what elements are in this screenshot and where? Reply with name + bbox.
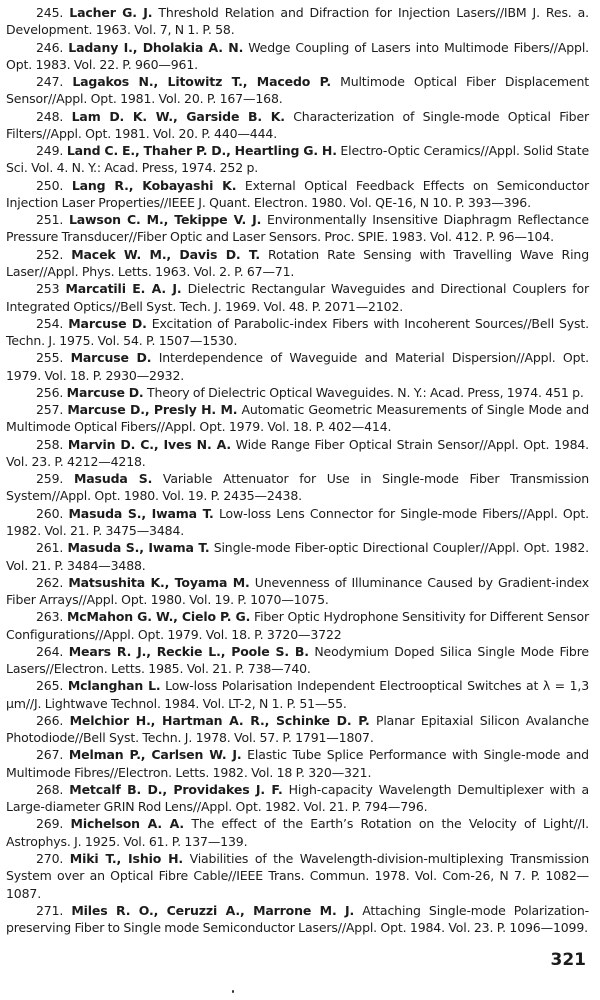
reference-text: Single-mode Fiber-optic Directional Coupler//Appl. Opt. 1982. Vol. 21. P. 3484—3488.	[6, 540, 589, 573]
reference-authors: Ladany I., Dholakia A. N.	[68, 39, 244, 55]
reference-number: 266.	[36, 712, 64, 728]
reference-authors: Lam D. K. W., Garside B. K.	[71, 108, 285, 124]
reference-entry	[6, 539, 589, 574]
reference-text: Unevenness of Illuminance Caused by Gradient-index Fiber Arrays//Appl. Opt. 1980. Vol. 19. P. 1070—1075.	[6, 574, 589, 608]
reference-number: 250.	[36, 177, 64, 193]
reference-number: 262.	[36, 574, 64, 590]
reference-text: Rotation Rate Sensing with Travelling Wave Ring Laser//Appl. Phys. Letts. 1963. Vol. 2. P. 67—71.	[6, 246, 589, 279]
reference-text: Fiber Optic Hydrophone Sensitivity for Different Sensor Configurations//Appl. Opt. 1979. Vol. 18. P. 3720—3722	[6, 609, 589, 642]
reference-number: 246.	[36, 39, 64, 55]
reference-entry	[6, 505, 589, 540]
reference-entry	[6, 73, 589, 108]
reference-text: Planar Epitaxial Silicon Avalanche Photodiode//Bell Syst. Techn. J. 1978. Vol. 57. P. 1791—1807.	[6, 712, 589, 746]
reference-text: Theory of Dielectric Optical Waveguides. N. Y.: Acad. Press, 1974. 451 p.	[146, 384, 584, 400]
reference-text: Attaching Single-mode Polarization-preserving Fiber to Single mode Semiconductor Lasers//Appl. Opt. 1984. Vol. 23. P. 1096—1099.	[6, 902, 589, 936]
reference-text: Electro-Optic Ceramics//Appl. Solid State Sci. Vol. 4. N. Y.: Acad. Press, 1974. 252 p.	[6, 143, 589, 176]
reference-number: 267.	[36, 747, 64, 763]
reference-entry	[6, 677, 589, 712]
reference-authors: Michelson A. A.	[70, 816, 185, 832]
reference-entry	[6, 643, 589, 678]
reference-entry	[6, 177, 589, 212]
reference-number: 263.	[36, 609, 64, 625]
reference-authors: Macek W. M., Davis D. T.	[71, 246, 260, 262]
reference-authors: Mears R. J., Reckie L., Poole S. B.	[68, 643, 309, 659]
reference-number: 257.	[36, 402, 64, 418]
reference-text: Environmentally Insensitive Diaphragm Reflectance Pressure Transducer//Fiber Optic and Laser Sensors. Proc. SPIE. 1983. Vol. 412. P. 96—104.	[6, 212, 589, 245]
reference-text: Characterization of Single-mode Optical Fiber Filters//Appl. Opt. 1981. Vol. 20. P. 440—444.	[6, 108, 589, 141]
reference-number: 254.	[36, 315, 64, 331]
reference-entry	[6, 108, 589, 143]
reference-text: Wedge Coupling of Lasers into Multimode Fibers//Appl. Opt. 1983. Vol. 22. P. 960—961.	[6, 39, 589, 72]
page-number: 321	[550, 950, 586, 970]
reference-entry	[6, 349, 589, 384]
reference-authors: Marvin D. C., Ives N. A.	[67, 436, 231, 452]
reference-text: Low-loss Lens Connector for Single-mode Fibers//Appl. Opt. 1982. Vol. 21. P. 3475—3484.	[6, 505, 589, 538]
reference-number: 245.	[36, 5, 64, 20]
reference-authors: Lang R., Kobayashi K.	[71, 177, 237, 193]
reference-entry	[6, 280, 589, 315]
reference-authors: Marcuse D.	[68, 315, 147, 331]
reference-authors: Lagakos N., Litowitz T., Macedo P.	[72, 74, 331, 90]
reference-entry	[6, 902, 589, 937]
reference-number: 249.	[36, 143, 64, 159]
reference-authors: Miles R. O., Ceruzzi A., Marrone M. J.	[71, 902, 355, 918]
reference-entry	[6, 746, 589, 781]
reference-number: 252.	[36, 246, 64, 262]
reference-number: 251.	[36, 212, 64, 228]
reference-number: 247.	[36, 74, 64, 90]
reference-number: 268.	[36, 781, 64, 797]
reference-authors: Masuda S., Iwama T.	[68, 505, 214, 521]
reference-number: 269.	[36, 816, 64, 832]
reference-entry	[6, 39, 589, 74]
reference-entry	[6, 315, 589, 350]
reference-entry	[6, 850, 589, 902]
reference-authors: Melman P., Carlsen W. J.	[68, 747, 242, 763]
reference-text: Viabilities of the Wavelength-division-multiplexing Transmission System over an Optical Fibre Cable//IEEE Trans. Commun. 1978. Vol. Com-26, N 7. P. 1082—1087.	[6, 851, 589, 901]
reference-authors: Marcuse D.	[70, 350, 152, 366]
reference-authors: Land C. E., Thaher P. D., Heartling G. H.	[66, 143, 337, 159]
reference-text: Threshold Relation and Difraction for Injection Lasers//IBM J. Res. a. Development. 1963. Vol. 7, N 1. P. 58.	[6, 5, 589, 38]
reference-authors: Melchior H., Hartman A. R., Schinke D. P.	[69, 712, 370, 728]
reference-authors: Marcuse D., Presly H. M.	[67, 402, 238, 418]
reference-entry	[6, 712, 589, 747]
reference-number: 260.	[36, 505, 64, 521]
reference-text: Elastic Tube Splice Performance with Single-mode and Multimode Fibres//Electron. Letts. 1982. Vol. 18 P. 320—321.	[6, 747, 589, 780]
reference-text: Dielectric Rectangular Waveguides and Directional Couplers for Integrated Optics//Bell Syst. Tech. J. 1969. Vol. 48. P. 2071—2102.	[6, 281, 589, 314]
reference-authors: Marcuse D.	[66, 384, 144, 400]
print-speck	[232, 990, 234, 993]
reference-authors: Miki T., Ishio H.	[69, 851, 184, 867]
reference-number: 264.	[36, 643, 64, 659]
reference-number: 271.	[36, 902, 64, 918]
reference-text: Multimode Optical Fiber Displacement Sensor//Appl. Opt. 1981. Vol. 20. P. 167—168.	[6, 74, 589, 107]
reference-text: Neodymium Doped Silica Single Mode Fibre Lasers//Electron. Letts. 1985. Vol. 21. P. 738—740.	[6, 643, 589, 677]
reference-number: 256.	[36, 384, 64, 400]
reference-text: External Optical Feedback Effects on Semiconductor Injection Laser Properties//IEEE J. Quant. Electron. 1980. Vol. QE-16, N 10. P. 393—396.	[6, 177, 589, 210]
reference-authors: Lacher G. J.	[69, 5, 153, 20]
reference-authors: Masuda S.	[73, 471, 153, 487]
reference-entry	[6, 401, 589, 436]
reference-number: 255.	[36, 350, 64, 366]
reference-entry	[6, 470, 589, 505]
reference-entry	[6, 246, 589, 281]
reference-number: 258.	[36, 436, 64, 452]
reference-number: 265.	[36, 678, 64, 694]
reference-text: Automatic Geometric Measurements of Single Mode and Multimode Optical Fibers//Appl. Opt. 1979. Vol. 18. P. 402—414.	[6, 402, 589, 435]
reference-entry	[6, 4, 589, 39]
reference-text: The effect of the Earth’s Rotation on the Velocity of Light//I. Astrophys. J. 1925. Vol. 61. P. 137—139.	[6, 816, 589, 849]
reference-text: Interdependence of Waveguide and Material Dispersion//Appl. Opt. 1979. Vol. 18. P. 2930—2932.	[6, 350, 589, 383]
reference-authors: Matsushita K., Toyama M.	[68, 574, 250, 590]
reference-number: 253	[36, 281, 60, 297]
reference-authors: Masuda S., Iwama T.	[67, 540, 210, 556]
reference-number: 259.	[36, 471, 64, 487]
reference-text: Wide Range Fiber Optical Strain Sensor//Appl. Opt. 1984. Vol. 23. P. 4212—4218.	[6, 436, 589, 469]
reference-entry	[6, 211, 589, 246]
reference-entry	[6, 436, 589, 471]
reference-authors: Metcalf B. D., Providakes J. F.	[69, 781, 283, 797]
reference-text: Variable Attenuator for Use in Single-mode Fiber Transmission System//Appl. Opt. 1980. Vol. 19. P. 2435—2438.	[6, 471, 589, 504]
reference-authors: Mclanghan L.	[67, 678, 161, 694]
reference-text: Excitation of Parabolic-index Fibers with Incoherent Sources//Bell Syst. Techn. J. 1975. Vol. 54. P. 1507—1530.	[6, 315, 589, 349]
reference-entry	[6, 384, 589, 401]
reference-authors: McMahon G. W., Cielo P. G.	[66, 609, 251, 625]
reference-list	[6, 4, 589, 936]
reference-number: 248.	[36, 108, 64, 124]
reference-entry	[6, 142, 589, 177]
reference-number: 270.	[36, 851, 64, 867]
reference-text: Low-loss Polarisation Independent Electrooptical Switches at λ = 1,3 μm//J. Lightwave Technol. 1984. Vol. LT-2, N 1. P. 51—55.	[6, 678, 589, 711]
reference-number: 261.	[36, 540, 64, 556]
reference-authors: Lawson C. M., Tekippe V. J.	[68, 212, 262, 228]
reference-entry	[6, 815, 589, 850]
reference-entry	[6, 574, 589, 609]
reference-entry	[6, 781, 589, 816]
reference-entry	[6, 608, 589, 643]
reference-authors: Marcatili E. A. J.	[65, 281, 182, 297]
reference-text: High-capacity Wavelength Demultiplexer with a Large-diameter GRIN Rod Lens//Appl. Opt. 1982. Vol. 21. P. 794—796.	[6, 781, 589, 815]
